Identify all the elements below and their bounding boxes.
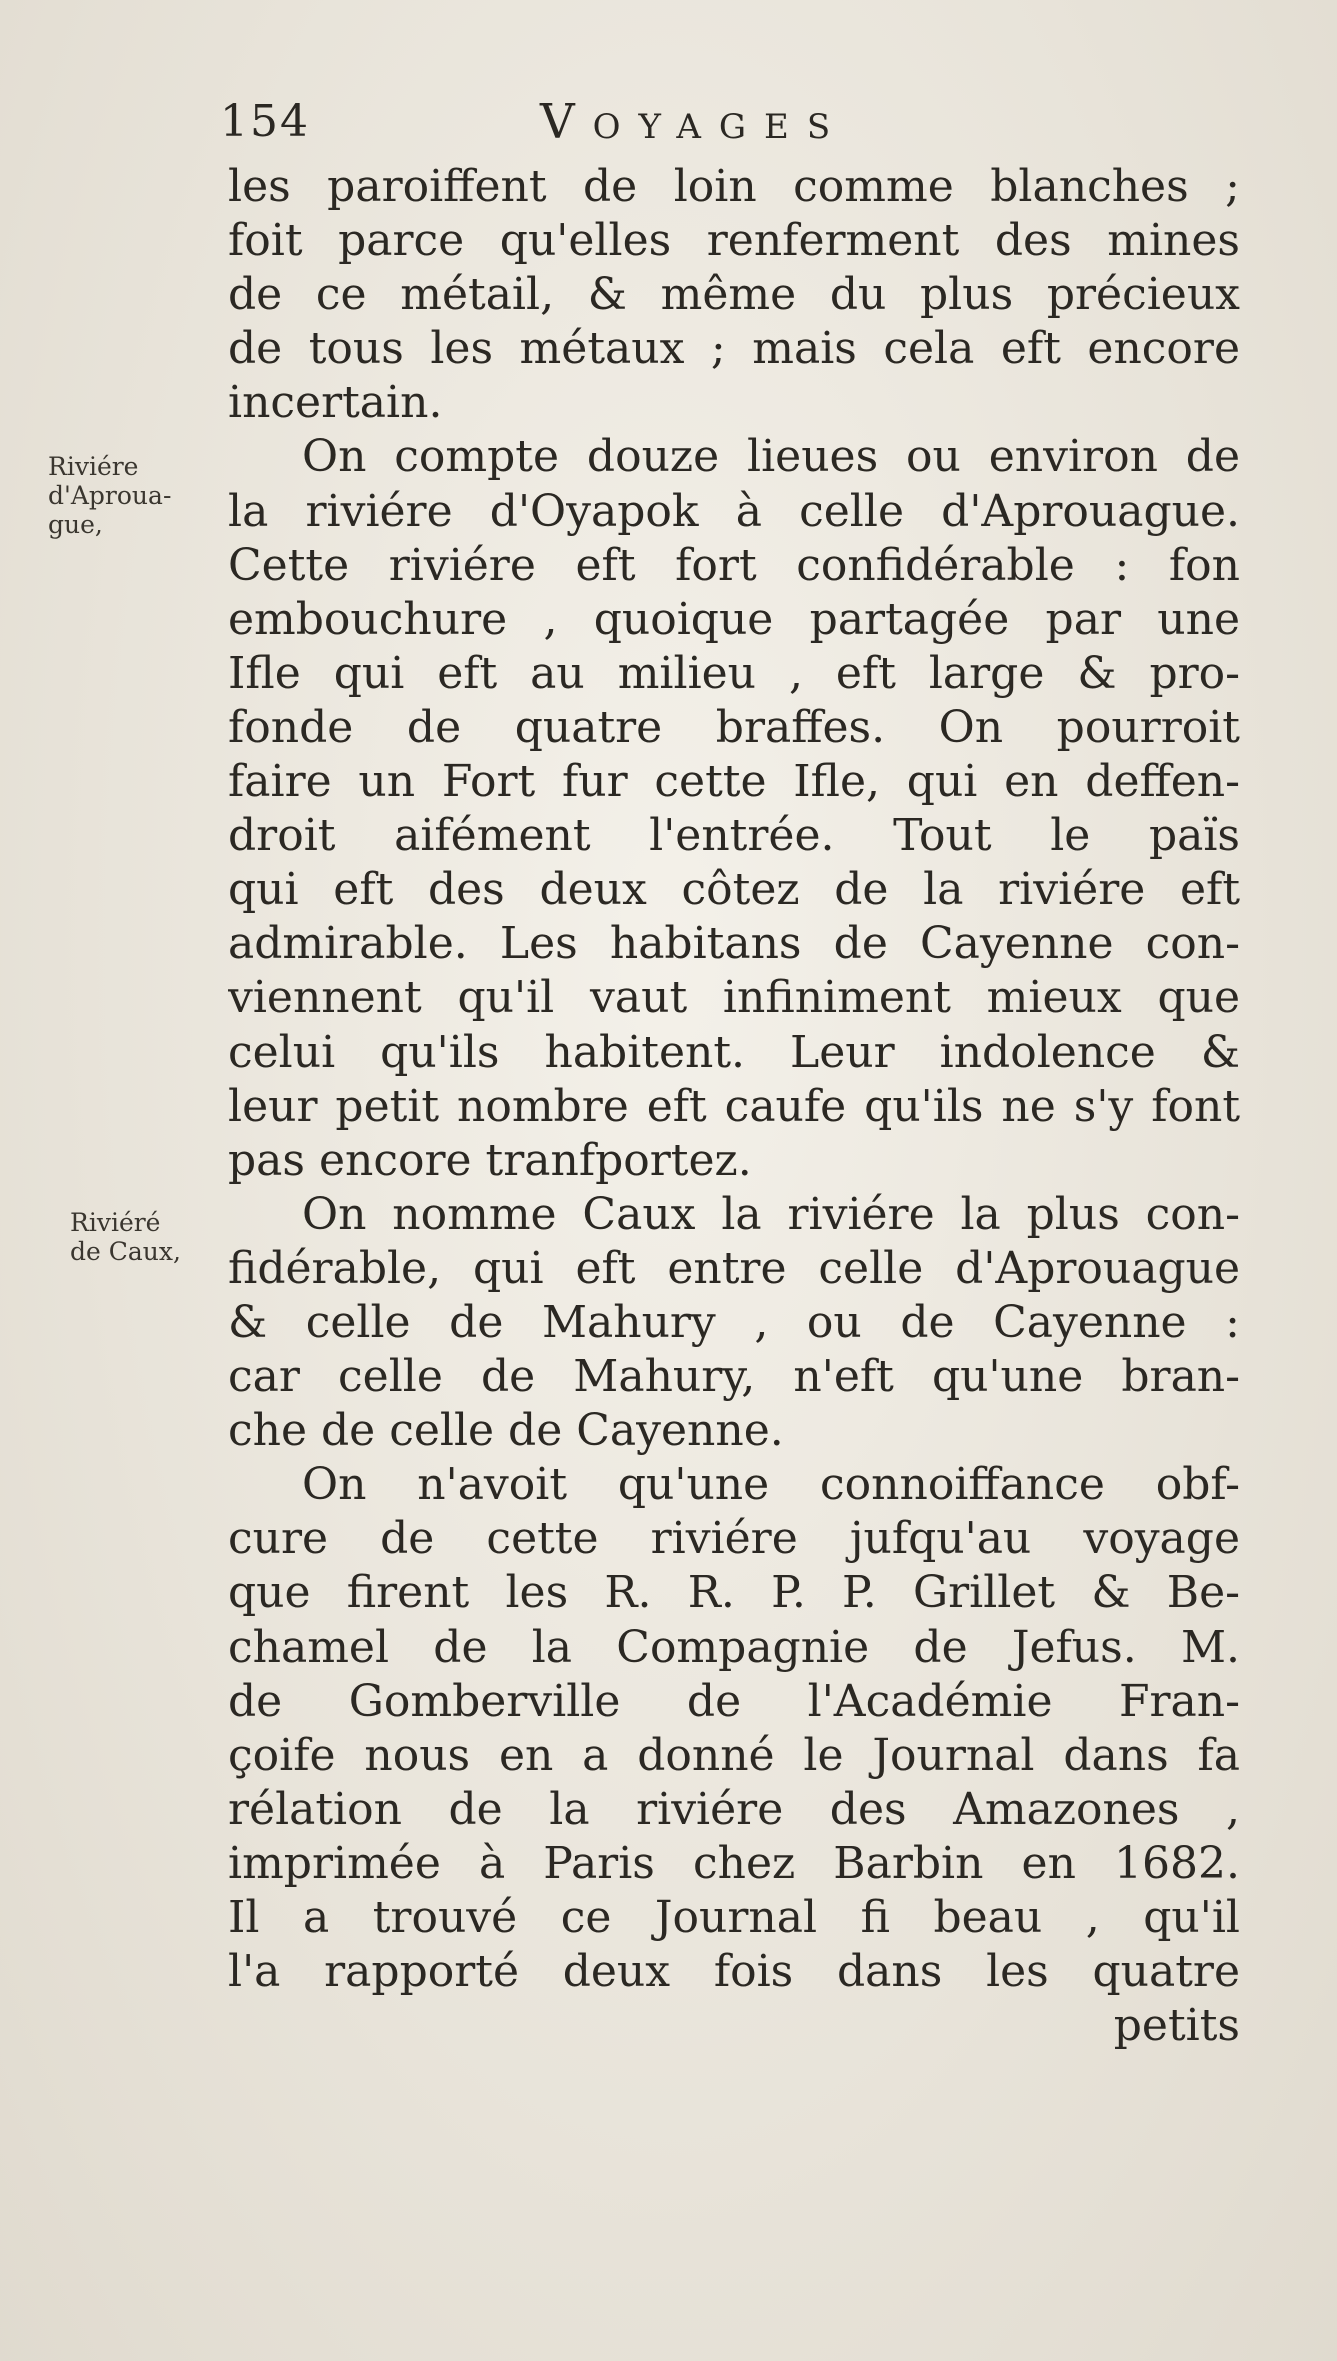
text-line: l'a rapporté deux fois dans les quatre bbox=[228, 1946, 1240, 1998]
text-line: On nomme Caux la riviére la plus con- bbox=[302, 1188, 1240, 1240]
marginal-note-line: gue, bbox=[48, 510, 103, 539]
text-line: que firent les R. R. P. P. Grillet & Be- bbox=[228, 1567, 1240, 1619]
catchword: petits bbox=[1113, 2000, 1240, 2052]
text-line: les paroiffent de loin comme blanches ; bbox=[228, 161, 1240, 212]
text-line: foit parce qu'elles renferment des mines bbox=[228, 215, 1240, 267]
page-header bbox=[220, 92, 980, 152]
text-line: viennent qu'il vaut infiniment mieux que bbox=[228, 972, 1240, 1024]
text-line: faire un Fort fur cette Ifle, qui en deffen- bbox=[228, 756, 1240, 808]
text-line: celui qu'ils habitent. Leur indolence & bbox=[228, 1026, 1240, 1078]
marginal-note-line: de Caux, bbox=[70, 1237, 181, 1266]
page-number: 154 bbox=[220, 96, 310, 147]
text-line: çoife nous en a donné le Journal dans fa bbox=[228, 1729, 1240, 1781]
text-line: On n'avoit qu'une connoiffance obf- bbox=[302, 1459, 1240, 1511]
text-line: droit aifément l'entrée. Tout le païs bbox=[228, 810, 1240, 862]
text-line: de tous les métaux ; mais cela eft encore bbox=[228, 323, 1240, 375]
running-head: Voyages bbox=[540, 94, 849, 150]
text-line: admirable. Les habitans de Cayenne con- bbox=[228, 918, 1240, 970]
text-line: qui eft des deux côtez de la riviére eft bbox=[228, 864, 1240, 916]
text-line: Ifle qui eft au milieu , eft large & pro- bbox=[228, 647, 1240, 699]
text-line: de ce métail, & même du plus précieux bbox=[228, 269, 1240, 321]
marginal-note-caux bbox=[70, 1208, 220, 1266]
text-line: & celle de Mahury , ou de Cayenne : bbox=[228, 1296, 1240, 1348]
text-line: car celle de Mahury, n'eft qu'une bran- bbox=[228, 1351, 1240, 1403]
text-line: leur petit nombre eft caufe qu'ils ne s'y font bbox=[228, 1080, 1240, 1132]
marginal-note-aprouague bbox=[48, 452, 198, 539]
text-line: imprimée à Paris chez Barbin en 1682. bbox=[228, 1837, 1240, 1889]
text-line: che de celle de Cayenne. bbox=[228, 1405, 784, 1457]
text-line: fidérable, qui eft entre celle d'Aprouague bbox=[228, 1242, 1240, 1294]
text-line: cure de cette riviére jufqu'au voyage bbox=[228, 1513, 1240, 1565]
text-line: Il a trouvé ce Journal fi beau , qu'il bbox=[228, 1892, 1240, 1943]
text-line: Cette riviére eft fort confidérable : fon bbox=[228, 539, 1240, 591]
text-line: fonde de quatre braffes. On pourroit bbox=[228, 701, 1240, 753]
text-line: de Gomberville de l'Académie Fran- bbox=[228, 1675, 1240, 1727]
text-line: On compte douze lieues ou environ de bbox=[302, 431, 1240, 483]
text-line: la riviére d'Oyapok à celle d'Aprouague. bbox=[228, 485, 1240, 537]
marginal-note-line: Riviére bbox=[48, 452, 139, 481]
text-line: chamel de la Compagnie de Jefus. M. bbox=[228, 1621, 1240, 1673]
text-line: pas encore tranfportez. bbox=[228, 1134, 752, 1186]
text-line: embouchure , quoique partagée par une bbox=[228, 593, 1240, 645]
marginal-note-line: Riviéré bbox=[70, 1208, 161, 1237]
body-text bbox=[228, 160, 1240, 2053]
text-line: rélation de la riviére des Amazones , bbox=[228, 1783, 1240, 1835]
text-line: incertain. bbox=[228, 377, 443, 429]
marginal-note-line: d'Aproua- bbox=[48, 481, 172, 510]
